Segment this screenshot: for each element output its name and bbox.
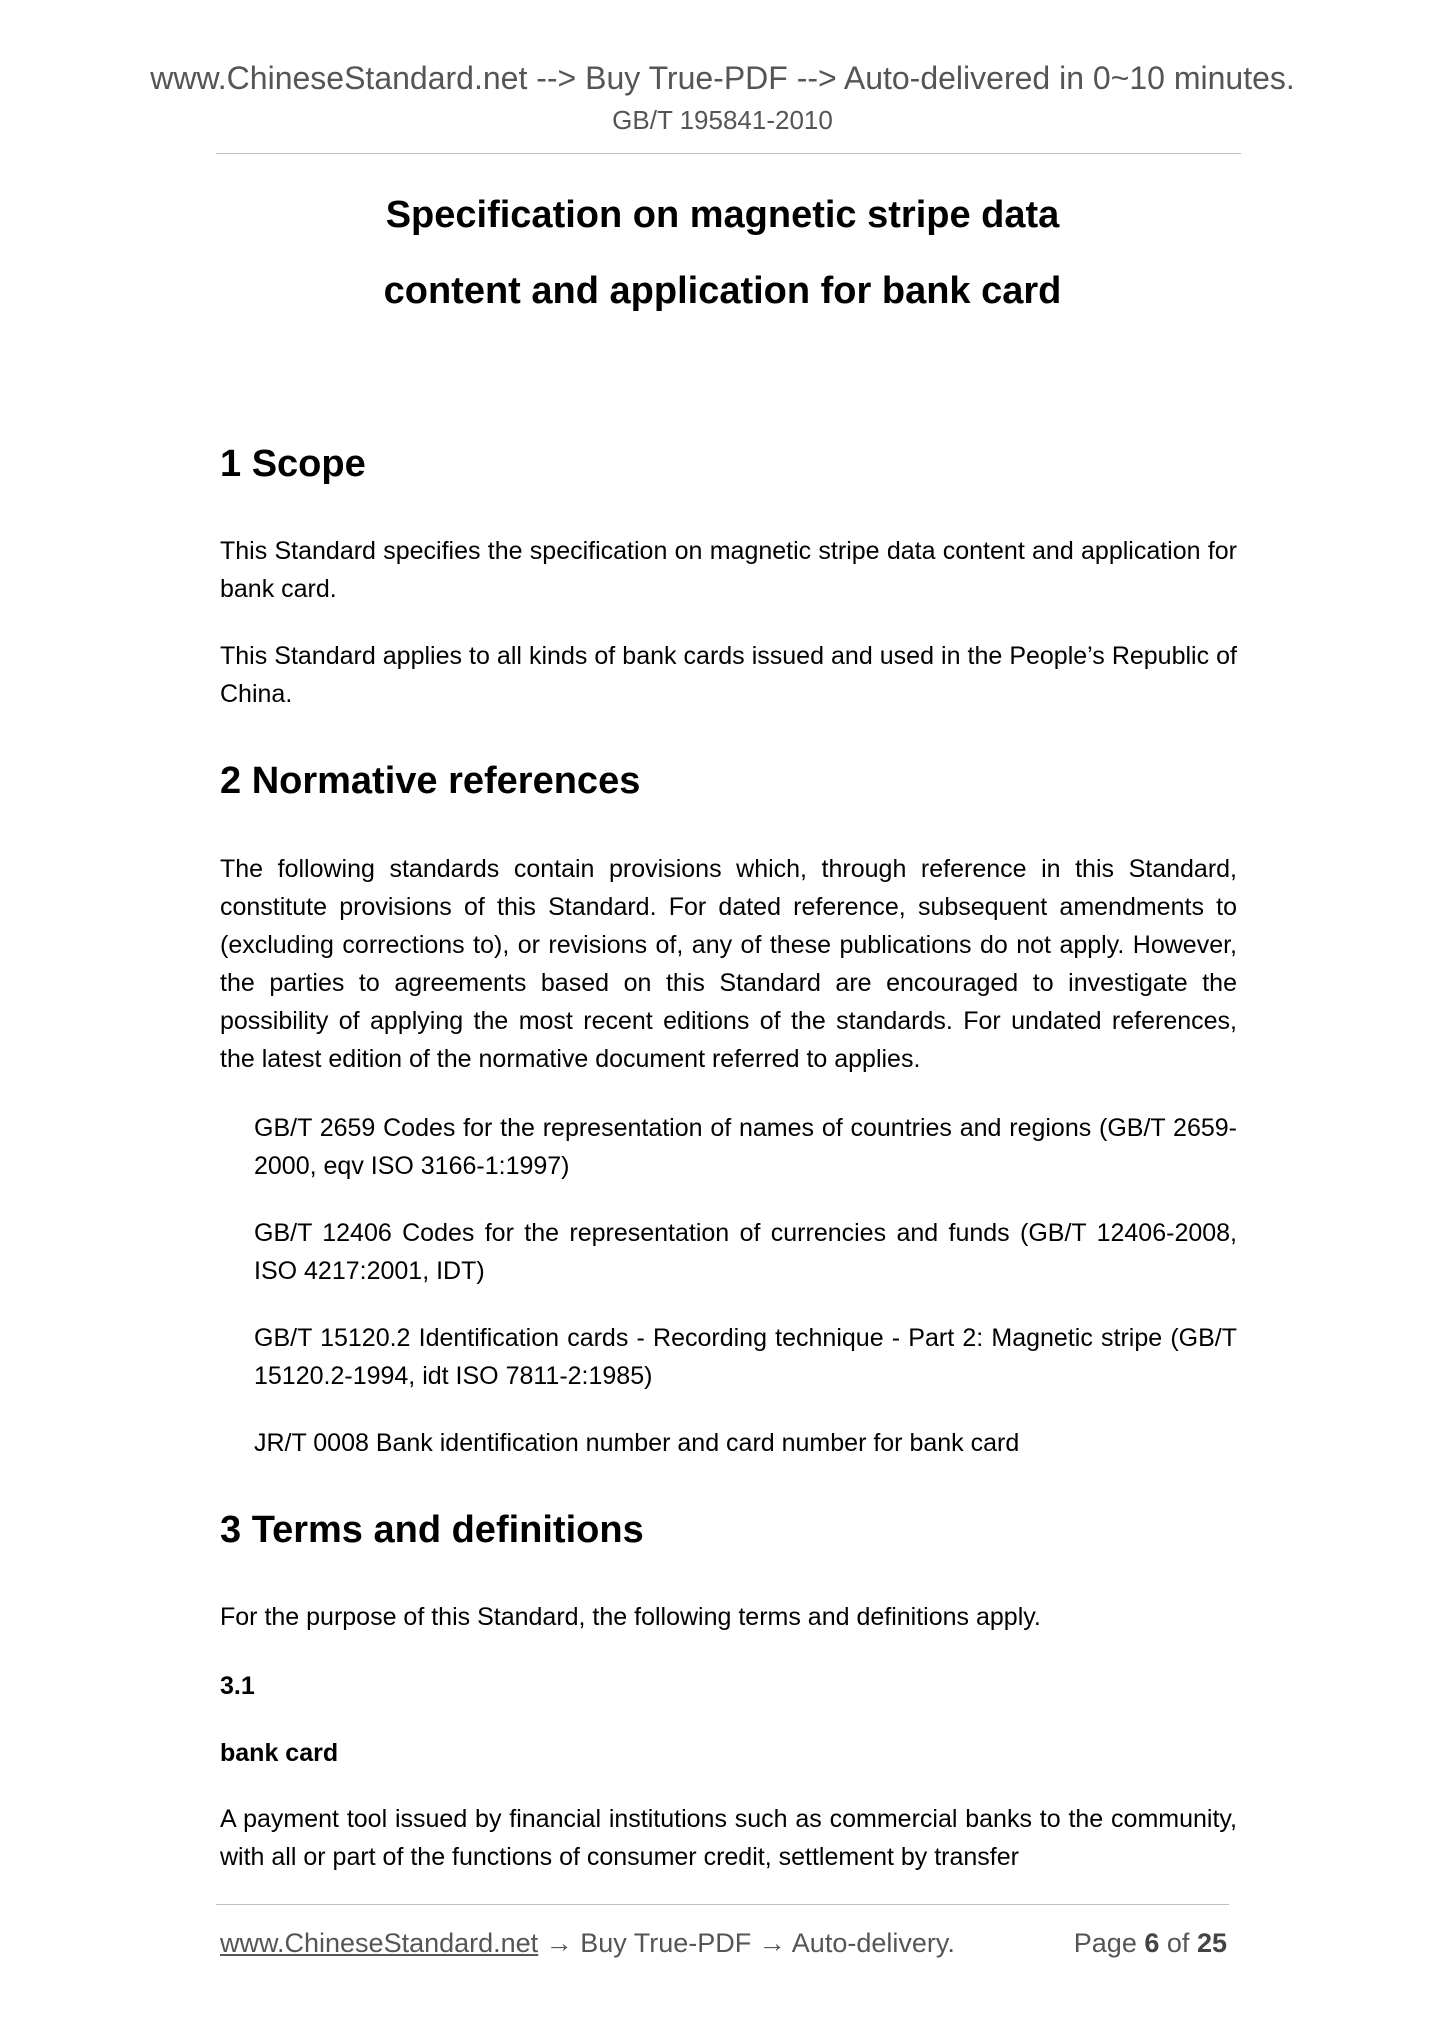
reference-item: GB/T 12406 Codes for the representation of currencies and funds (GB/T 12406-2008, ISO 4217:2001, IDT) xyxy=(254,1219,1237,1285)
footer-site-link[interactable]: www.ChineseStandard.net xyxy=(220,1928,539,1958)
page-label: Page xyxy=(1073,1928,1137,1958)
terms-intro-paragraph: For the purpose of this Standard, the following terms and definitions apply. xyxy=(220,1603,1041,1631)
reference-item: GB/T 2659 Codes for the representation of names of countries and regions (GB/T 2659-2000, eqv ISO 3166-1:1997) xyxy=(254,1114,1237,1180)
footer-buy-text: Buy True-PDF xyxy=(580,1928,752,1958)
reference-item: JR/T 0008 Bank identification number and card number for bank card xyxy=(254,1429,1020,1457)
scope-paragraph-2: This Standard applies to all kinds of bank cards issued and used in the People’s Republic of China. xyxy=(220,642,1237,708)
arrow-right-icon: → xyxy=(758,1928,786,1958)
header-banner: www.ChineseStandard.net --> Buy True-PDF --> Auto-delivered in 0~10 minutes. xyxy=(150,60,1295,96)
footer-divider xyxy=(216,1904,1229,1905)
arrow-right-icon: → xyxy=(545,1928,573,1958)
term-definition: A payment tool issued by financial institutions such as commercial banks to the community, with all or part of the functions of consumer credit, settlement by transfer xyxy=(220,1805,1237,1871)
footer-promo xyxy=(220,1926,955,1960)
page-indicator xyxy=(1074,1926,1227,1960)
document-code: GB/T 195841-2010 xyxy=(612,105,833,135)
page-total: 25 xyxy=(1196,1928,1227,1958)
footer-delivery-text: Auto-delivery. xyxy=(791,1928,955,1958)
normative-intro-paragraph: The following standards contain provisions which, through reference in this Standard, constitute provisions of this Standard. For dated reference, subsequent amendments to (excluding corrections to), or revisions of, any of these publications do not apply. However, the parties to agreements based on this Standard are encouraged to investigate the possibility of applying the most recent editions of the standards. For undated references, the latest edition of the normative document referred to applies. xyxy=(220,855,1237,1073)
section-heading-scope: 1 Scope xyxy=(220,443,366,485)
section-heading-terms-and-definitions: 3 Terms and definitions xyxy=(220,1509,644,1551)
page-of-label: of xyxy=(1166,1928,1190,1958)
term-name: bank card xyxy=(220,1739,339,1767)
header-divider xyxy=(216,153,1241,154)
section-heading-normative-references: 2 Normative references xyxy=(220,760,641,802)
document-title-line-2: content and application for bank card xyxy=(383,270,1062,312)
document-title-line-1: Specification on magnetic stripe data xyxy=(385,194,1060,236)
page-current: 6 xyxy=(1144,1928,1160,1958)
scope-paragraph-1: This Standard specifies the specification on magnetic stripe data content and application for bank card. xyxy=(220,537,1237,603)
reference-item: GB/T 15120.2 Identification cards - Recording technique - Part 2: Magnetic stripe (GB/T 15120.2-1994, idt ISO 7811-2:1985) xyxy=(254,1324,1237,1390)
term-number: 3.1 xyxy=(220,1672,255,1700)
